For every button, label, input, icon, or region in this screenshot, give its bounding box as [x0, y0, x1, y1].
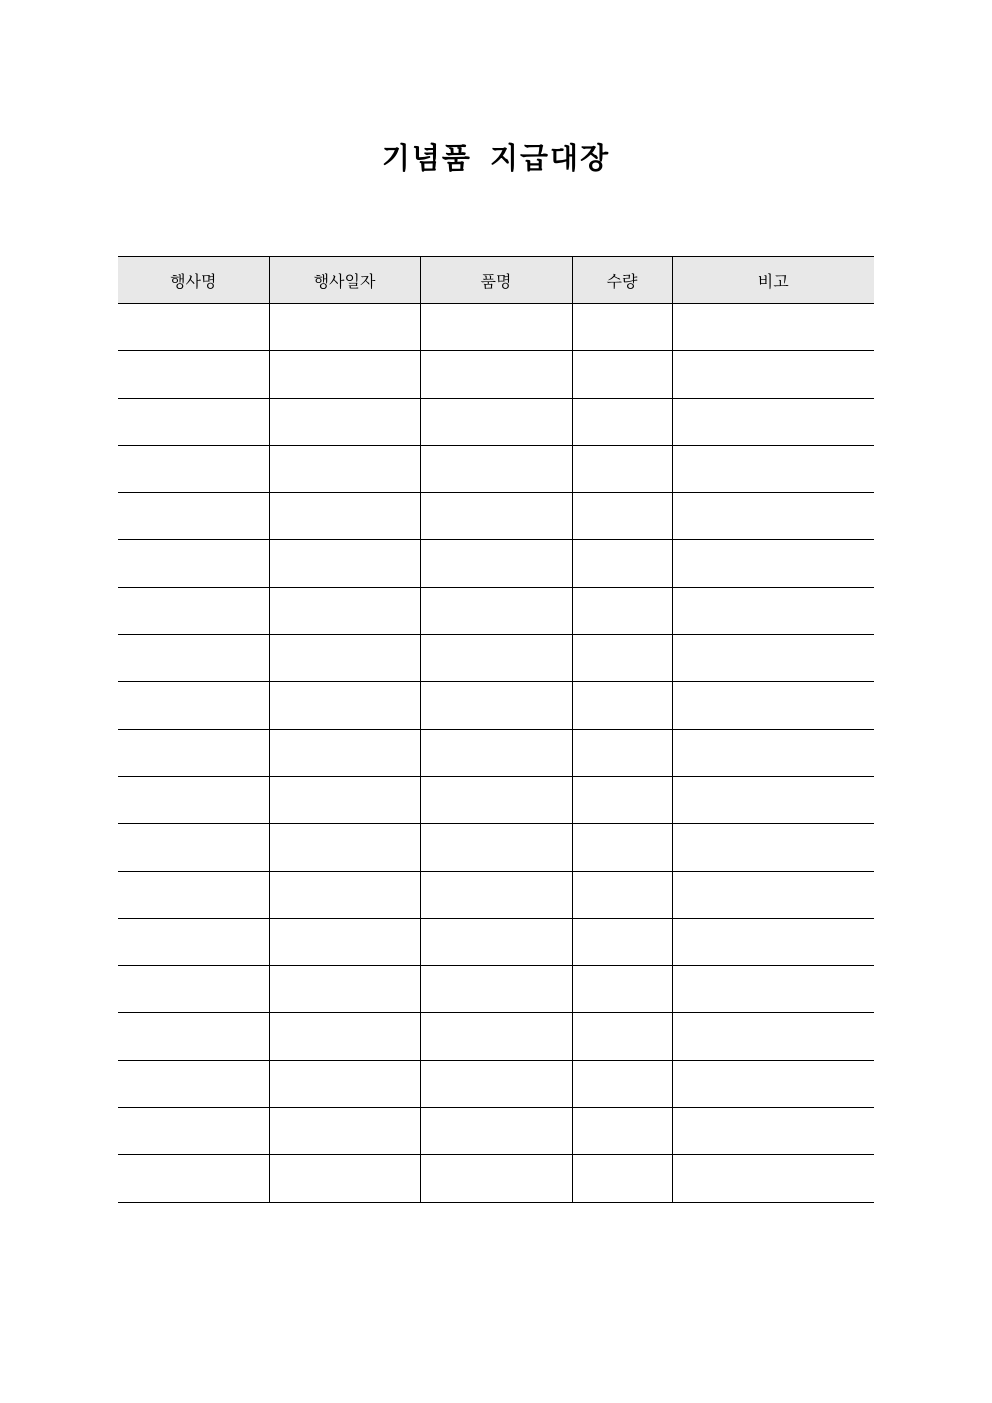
cell-remarks[interactable]	[672, 540, 874, 587]
cell-event-date[interactable]	[269, 682, 420, 729]
cell-remarks[interactable]	[672, 966, 874, 1013]
cell-quantity[interactable]	[572, 445, 672, 492]
cell-quantity[interactable]	[572, 1108, 672, 1155]
cell-event-name[interactable]	[118, 540, 269, 587]
table-row	[118, 871, 874, 918]
cell-event-name[interactable]	[118, 635, 269, 682]
cell-quantity[interactable]	[572, 1013, 672, 1060]
cell-quantity[interactable]	[572, 398, 672, 445]
cell-event-name[interactable]	[118, 682, 269, 729]
cell-remarks[interactable]	[672, 682, 874, 729]
cell-event-name[interactable]	[118, 776, 269, 823]
cell-item-name[interactable]	[420, 587, 572, 634]
cell-quantity[interactable]	[572, 1060, 672, 1107]
table-row	[118, 1013, 874, 1060]
gift-distribution-table	[118, 256, 874, 1203]
cell-event-name[interactable]	[118, 351, 269, 398]
table-row	[118, 776, 874, 823]
header-event-date: 행사일자	[269, 257, 420, 304]
cell-event-name[interactable]	[118, 493, 269, 540]
cell-quantity[interactable]	[572, 682, 672, 729]
cell-quantity[interactable]	[572, 587, 672, 634]
cell-event-date[interactable]	[269, 587, 420, 634]
cell-item-name[interactable]	[420, 1155, 572, 1202]
header-remarks: 비고	[672, 257, 874, 304]
cell-quantity[interactable]	[572, 1155, 672, 1202]
cell-event-date[interactable]	[269, 871, 420, 918]
cell-item-name[interactable]	[420, 540, 572, 587]
cell-event-date[interactable]	[269, 729, 420, 776]
cell-event-date[interactable]	[269, 1155, 420, 1202]
cell-event-date[interactable]	[269, 824, 420, 871]
cell-event-date[interactable]	[269, 398, 420, 445]
cell-event-name[interactable]	[118, 398, 269, 445]
table-row	[118, 635, 874, 682]
cell-remarks[interactable]	[672, 445, 874, 492]
cell-event-date[interactable]	[269, 635, 420, 682]
cell-remarks[interactable]	[672, 493, 874, 540]
cell-event-date[interactable]	[269, 445, 420, 492]
cell-remarks[interactable]	[672, 729, 874, 776]
cell-event-date[interactable]	[269, 918, 420, 965]
table-row	[118, 351, 874, 398]
cell-event-date[interactable]	[269, 304, 420, 351]
cell-item-name[interactable]	[420, 776, 572, 823]
cell-quantity[interactable]	[572, 351, 672, 398]
table-row	[118, 445, 874, 492]
cell-event-name[interactable]	[118, 918, 269, 965]
cell-item-name[interactable]	[420, 493, 572, 540]
cell-remarks[interactable]	[672, 587, 874, 634]
cell-event-name[interactable]	[118, 966, 269, 1013]
header-item-name: 품명	[420, 257, 572, 304]
cell-remarks[interactable]	[672, 871, 874, 918]
cell-item-name[interactable]	[420, 824, 572, 871]
table-row	[118, 493, 874, 540]
cell-remarks[interactable]	[672, 398, 874, 445]
header-event-name: 행사명	[118, 257, 269, 304]
cell-item-name[interactable]	[420, 398, 572, 445]
table-row	[118, 824, 874, 871]
table-row	[118, 966, 874, 1013]
cell-event-date[interactable]	[269, 1108, 420, 1155]
cell-quantity[interactable]	[572, 966, 672, 1013]
cell-event-name[interactable]	[118, 1108, 269, 1155]
cell-remarks[interactable]	[672, 1108, 874, 1155]
cell-event-date[interactable]	[269, 1013, 420, 1060]
cell-item-name[interactable]	[420, 1013, 572, 1060]
cell-item-name[interactable]	[420, 871, 572, 918]
cell-remarks[interactable]	[672, 776, 874, 823]
cell-item-name[interactable]	[420, 682, 572, 729]
table-row	[118, 1108, 874, 1155]
table-row	[118, 540, 874, 587]
cell-remarks[interactable]	[672, 824, 874, 871]
cell-remarks[interactable]	[672, 918, 874, 965]
table-row	[118, 918, 874, 965]
cell-event-date[interactable]	[269, 776, 420, 823]
cell-remarks[interactable]	[672, 351, 874, 398]
cell-quantity[interactable]	[572, 918, 672, 965]
table-row	[118, 1060, 874, 1107]
cell-event-name[interactable]	[118, 824, 269, 871]
cell-event-name[interactable]	[118, 445, 269, 492]
cell-quantity[interactable]	[572, 493, 672, 540]
table-row	[118, 682, 874, 729]
cell-event-date[interactable]	[269, 351, 420, 398]
cell-item-name[interactable]	[420, 635, 572, 682]
table-row	[118, 304, 874, 351]
cell-remarks[interactable]	[672, 1060, 874, 1107]
cell-remarks[interactable]	[672, 635, 874, 682]
cell-event-date[interactable]	[269, 540, 420, 587]
table-body	[118, 304, 874, 1203]
cell-event-name[interactable]	[118, 1060, 269, 1107]
cell-event-name[interactable]	[118, 1155, 269, 1202]
cell-remarks[interactable]	[672, 1013, 874, 1060]
header-row	[118, 257, 874, 304]
header-quantity: 수량	[572, 257, 672, 304]
cell-item-name[interactable]	[420, 966, 572, 1013]
cell-event-name[interactable]	[118, 729, 269, 776]
cell-item-name[interactable]	[420, 729, 572, 776]
cell-event-name[interactable]	[118, 587, 269, 634]
cell-quantity[interactable]	[572, 304, 672, 351]
cell-item-name[interactable]	[420, 445, 572, 492]
cell-event-date[interactable]	[269, 966, 420, 1013]
cell-quantity[interactable]	[572, 776, 672, 823]
cell-quantity[interactable]	[572, 635, 672, 682]
cell-event-name[interactable]	[118, 871, 269, 918]
cell-event-date[interactable]	[269, 493, 420, 540]
table-row	[118, 587, 874, 634]
cell-quantity[interactable]	[572, 824, 672, 871]
cell-quantity[interactable]	[572, 871, 672, 918]
cell-event-date[interactable]	[269, 1060, 420, 1107]
cell-item-name[interactable]	[420, 1108, 572, 1155]
cell-remarks[interactable]	[672, 1155, 874, 1202]
cell-item-name[interactable]	[420, 918, 572, 965]
table-row	[118, 398, 874, 445]
cell-item-name[interactable]	[420, 351, 572, 398]
cell-quantity[interactable]	[572, 729, 672, 776]
table-row	[118, 729, 874, 776]
cell-event-name[interactable]	[118, 304, 269, 351]
cell-remarks[interactable]	[672, 304, 874, 351]
cell-event-name[interactable]	[118, 1013, 269, 1060]
cell-item-name[interactable]	[420, 304, 572, 351]
document-title: 기념품 지급대장	[381, 141, 611, 175]
cell-quantity[interactable]	[572, 540, 672, 587]
table-row	[118, 1155, 874, 1202]
cell-item-name[interactable]	[420, 1060, 572, 1107]
